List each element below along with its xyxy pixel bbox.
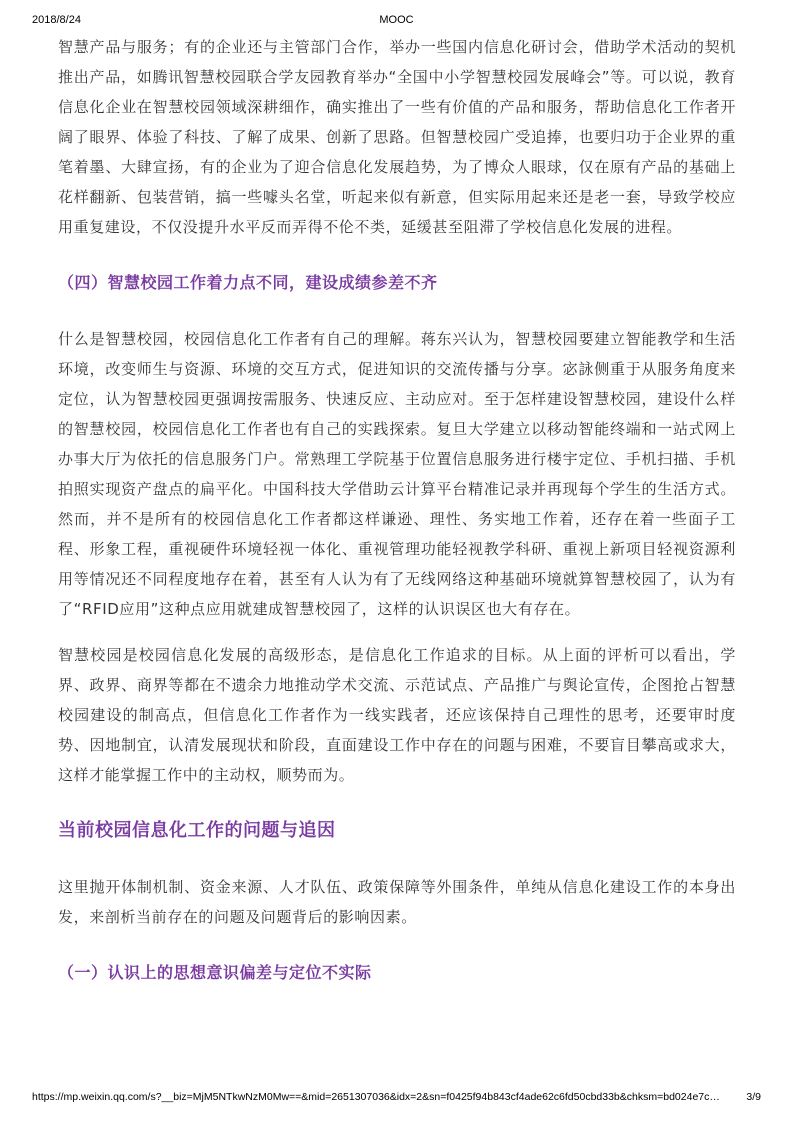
paragraph-understanding-differs: 什么是智慧校园，校园信息化工作者有自己的理解。蒋东兴认为，智慧校园要建立智能教学和生活环境，改变师生与资源、环境的交互方式，促进知识的交流传播与分享。宓詠侧重于从服务角度来定位，认为智慧校园更强调按需服务、快速反应、主动应对。至于怎样建设智慧校园，建设什么样的智慧校园，校园信息化工作者也有自己的实践探索。复旦大学建立以移动智能终端和一站式网上办事大厅为依托的信息服务门户。常熟理工学院基于位置信息服务进行楼宇定位、手机扫描、手机拍照实现资产盘点的扁平化。中国科技大学借助云计算平台精准记录并再现每个学生的生活方式。然而，并不是所有的校园信息化工作者都这样谦逊、理性、务实地工作着，还存在着一些面子工程、形象工程，重视硬件环境轻视一体化、重视管理功能轻视教学科研、重视上新项目轻视资源利用等情况还不同程度地存在着，甚至有人认为有了无线网络这种基础环境就算智慧校园了，认为有了“RFID应用”这种点应用就建成智慧校园了，这样的认识误区也大有存在。 xyxy=(58,330,736,618)
print-date: 2018/8/24 xyxy=(32,14,81,26)
source-url: https://mp.weixin.qq.com/s?__biz=MjM5NTkwNzM0Mw==&mid=2651307036&idx=2&sn=f0425f94b843cf4ade62c6fd50cbd33b&chksm=bd024e7c… xyxy=(32,1091,720,1103)
paragraph-advanced-form: 智慧校园是校园信息化发展的高级形态，是信息化工作追求的目标。从上面的评析可以看出，学界、政界、商界等都在不遗余力地推动学术交流、示范试点、产品推广与舆论宣传，企图抢占智慧校园建设的制高点，但信息化工作者作为一线实践者，还应该保持自己理性的思考，还要审时度势、因地制宜，认清发展现状和阶段，直面建设工作中存在的问题与困难，不要盲目攀高或求大，这样才能掌握工作中的主动权，顺势而为。 xyxy=(58,646,736,784)
page-number: 3/9 xyxy=(746,1091,761,1103)
section-heading-problems: 当前校园信息化工作的问题与追因 xyxy=(58,820,336,841)
paragraph-analysis-intro: 这里抛开体制机制、资金来源、人才队伍、政策保障等外围条件，单纯从信息化建设工作的本身出发，来剖析当前存在的问题及问题背后的影响因素。 xyxy=(58,878,736,926)
print-header xyxy=(0,14,793,30)
section-heading-4: （四）智慧校园工作着力点不同，建设成绩参差不齐 xyxy=(58,273,438,292)
print-footer xyxy=(0,1091,793,1107)
paragraph-corporate-promotion: 智慧产品与服务；有的企业还与主管部门合作，举办一些国内信息化研讨会，借助学术活动的契机推出产品，如腾讯智慧校园联合学友园教育举办“全国中小学智慧校园发展峰会”等。可以说，教育信息化企业在智慧校园领域深耕细作，确实推出了一些有价值的产品和服务，帮助信息化工作者开阔了眼界、体验了科技、了解了成果、创新了思路。但智慧校园广受追捧，也要归功于企业界的重笔着墨、大肆宣扬，有的企业为了迎合信息化发展趋势，为了博众人眼球，仅在原有产品的基础上花样翻新、包装营销，搞一些噱头名堂，听起来似有新意，但实际用起来还是老一套，导致学校应用重复建设，不仅没提升水平反而弄得不伦不类，延缓甚至阻滞了学校信息化发展的进程。 xyxy=(58,38,736,236)
section-heading-1: （一）认识上的思想意识偏差与定位不实际 xyxy=(58,963,372,982)
article-body xyxy=(58,32,736,988)
print-page-title: MOOC xyxy=(379,14,414,26)
